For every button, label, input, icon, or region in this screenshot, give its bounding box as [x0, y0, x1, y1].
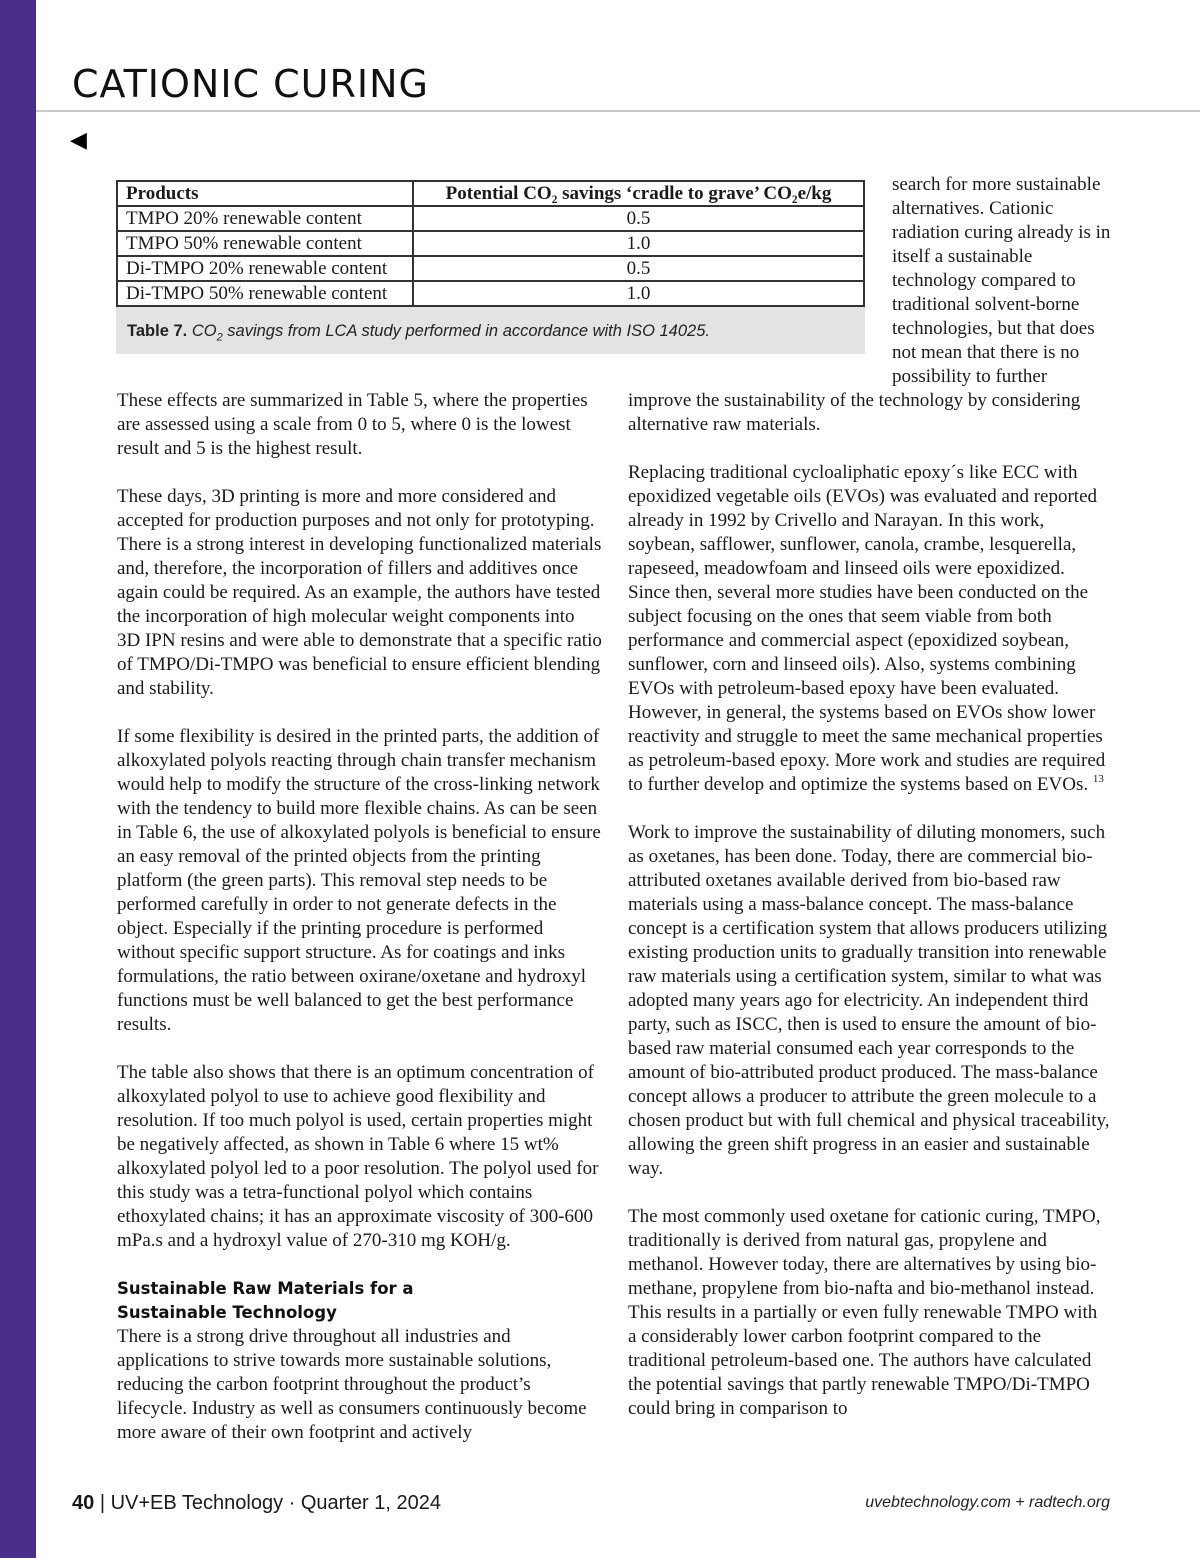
paragraph: If some flexibility is desired in the printed parts, the addition of alkoxylated polyols reacting through chain transfer mechanism would help to modify the structure of the cross-linking network with the tendency to build more flexible chains. As can be seen in Table 6, the use of alkoxylated polyols is beneficial to ensure an easy removal of the printed objects from the printing platform (the green parts). This removal step needs to be performed carefully in order to not generate defects in the object. Especially if the printing procedure is performed without specific support structure. As for coatings and inks formulations, the ratio between oxirane/oxetane and hydroxyl functions must be well balanced to get the best performance results. — [117, 726, 601, 1035]
side-bar — [0, 0, 36, 1558]
table-cell-value: 0.5 — [413, 256, 864, 281]
title-divider — [36, 110, 1200, 112]
subheading: Sustainable Raw Materials for a Sustainable Technology — [117, 1279, 414, 1322]
footnote-reference: 13 — [1092, 773, 1104, 785]
table-cell-product: Di-TMPO 20% renewable content — [117, 256, 413, 281]
caption-label: Table 7. — [127, 322, 188, 340]
caption-text-rest: savings from LCA study performed in accordance with ISO 14025. — [222, 322, 710, 340]
footer-websites[interactable]: uvebtechnology.com + radtech.org — [865, 1494, 1110, 1511]
paragraph: The table also shows that there is an optimum concentration of alkoxylated polyol to use to achieve good flexibility and resolution. If too much polyol is used, certain properties might be negatively affected, as shown in Table 6 where 15 wt% alkoxylated polyol led to a poor resolution. The polyol used for this study was a tetra-functional polyol which contains ethoxylated chains; it has an approximate viscosity of 300-600 mPa.s and a hydroxyl value of 270-310 mg KOH/g. — [117, 1062, 599, 1251]
left-column — [117, 389, 602, 1445]
table-caption — [127, 322, 710, 343]
table-header-products: Products — [117, 181, 413, 206]
table-cell-product: TMPO 20% renewable content — [117, 206, 413, 231]
paragraph — [628, 461, 1110, 797]
paragraph: These effects are summarized in Table 5, where the properties are assessed using a scale from 0 to 5, where 0 is the lowest result and 5 is the highest result. — [117, 390, 588, 459]
table-header-savings: Potential CO₂ savings ‘cradle to grave’ CO₂e/kg — [413, 181, 864, 206]
paragraph: There is a strong drive throughout all industries and applications to strive towards more sustainable solutions, reducing the carbon footprint throughout the product’s lifecycle. Industry as well as consumers continuously become more aware of their own footprint and actively — [117, 1326, 587, 1443]
table-cell-value: 1.0 — [413, 231, 864, 256]
paragraph: improve the sustainability of the technology by considering alternative raw materials. — [628, 390, 1081, 435]
table-cell-product: TMPO 50% renewable content — [117, 231, 413, 256]
publication-title: UV+EB Technology · Quarter 1, 2024 — [110, 1492, 441, 1514]
footer-publication — [72, 1492, 441, 1515]
caption-text-co: CO — [191, 322, 217, 340]
footer-separator: | — [99, 1492, 106, 1514]
paragraph-wrapped: search for more sustainable alternatives. Cationic radiation curing already is in itself a sustainable technology compared to traditional solvent-borne technologies, but that does not mean that there is no possibility to further — [892, 174, 1111, 387]
paragraph: The most commonly used oxetane for cationic curing, TMPO, traditionally is derived from natural gas, propylene and methanol. However today, there are alternatives by using bio-methane, propylene from bio-nafta and bio-methanol instead. This results in a partially or even fully renewable TMPO with a considerably lower carbon footprint compared to the traditional petroleum-based one. The authors have calculated the potential savings that partly renewable TMPO/Di-TMPO could bring in comparison to — [628, 1206, 1101, 1419]
right-column — [628, 173, 1110, 1421]
page-number: 40 — [72, 1492, 95, 1514]
paragraph-text: Replacing traditional cycloaliphatic epoxy´s like ECC with epoxidized vegetable oils (EVOs) was evaluated and reported already in 1992 by Crivello and Narayan. In this work, soybean, safflower, sunflower, canola, crambe, lesquerella, rapeseed, meadowfoam and linseed oils were epoxidized. Since then, several more studies have been conducted on the subject focusing on the ones that seem viable from both performance and commercial aspect (epoxidized soybean, sunflower, corn and linseed oils). Also, systems combining EVOs with petroleum-based epoxy have been evaluated. However, in general, the systems based on EVOs show lower reactivity and struggle to meet the same mechanical properties as petroleum-based epoxy. More work and studies are required to further develop and optimize the systems based on EVOs. — [628, 462, 1106, 795]
table-cell-product: Di-TMPO 50% renewable content — [117, 281, 413, 306]
paragraph: These days, 3D printing is more and more considered and accepted for production purposes and not only for prototyping. There is a strong interest in developing functionalized materials and, therefore, the incorporation of fillers and additives once again could be required. As an example, the authors have tested the incorporation of high molecular weight components into 3D IPN resins and were able to demonstrate that a specific ratio of TMPO/Di-TMPO was beneficial to ensure efficient blending and stability. — [117, 486, 602, 699]
caption-subscript: 2 — [216, 331, 223, 344]
table-cell-value: 0.5 — [413, 206, 864, 231]
section-title: CATIONIC CURING — [72, 62, 429, 106]
paragraph: Work to improve the sustainability of diluting monomers, such as oxetanes, has been done. Today, there are commercial bio-attributed oxetanes available derived from bio-based raw materials using a mass-balance concept. The mass-balance concept is a certification system that allows producers utilizing existing production units to gradually transition into renewable raw materials using a certification system, similar to what was adopted many years ago for electricity. An independent third party, such as ISCC, then is used to ensure the amount of bio-based raw material consumed each year corresponds to the amount of bio-attributed product produced. The mass-balance concept allows a producer to attribute the green molecule to a chosen product but with full chemical and physical traceability, allowing the green shift progress in an easier and sustainable way. — [628, 822, 1110, 1179]
table-cell-value: 1.0 — [413, 281, 864, 306]
back-arrow-icon[interactable]: ◀ — [70, 128, 87, 153]
